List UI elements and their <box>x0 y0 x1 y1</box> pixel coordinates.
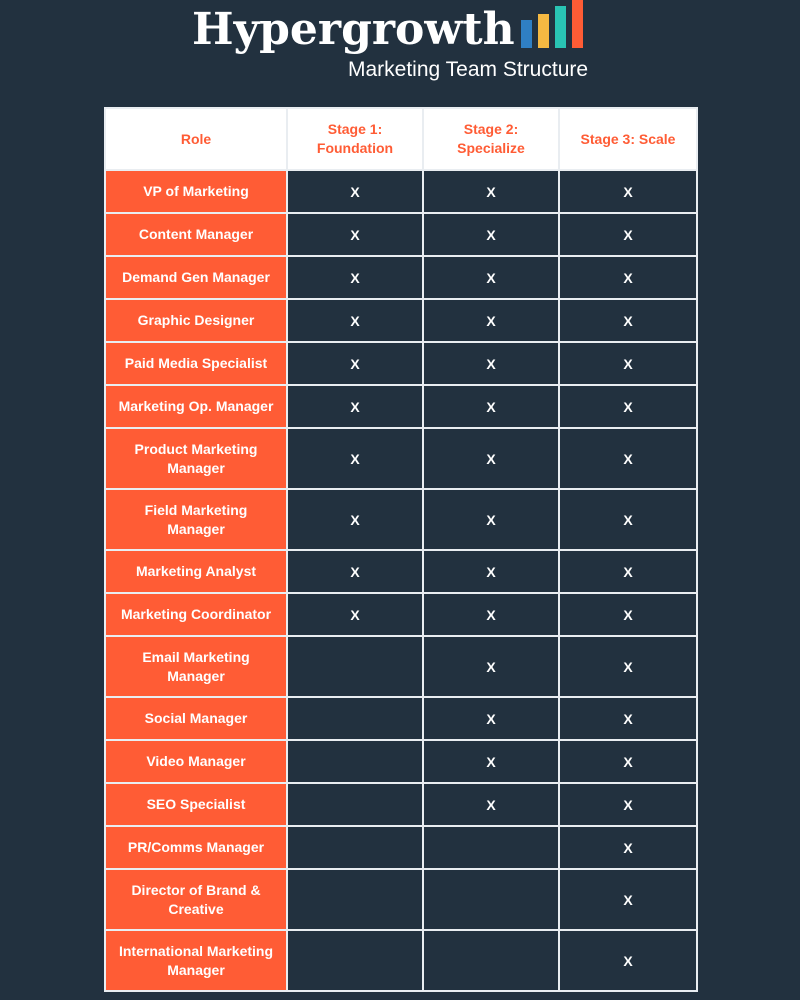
role-cell: PR/Comms Manager <box>105 826 287 869</box>
stage-2-cell <box>423 869 559 930</box>
stage-2-cell: X <box>423 697 559 740</box>
stage-2-cell: X <box>423 299 559 342</box>
role-cell: Graphic Designer <box>105 299 287 342</box>
role-cell: SEO Specialist <box>105 783 287 826</box>
stage-1-cell: X <box>287 385 423 428</box>
bar-chart-icon-bar-3 <box>555 6 566 48</box>
stage-1-cell <box>287 826 423 869</box>
table-row <box>105 170 697 213</box>
stage-3-cell: X <box>559 299 697 342</box>
page-subtitle: Marketing Team Structure <box>348 58 589 81</box>
stage-3-cell: X <box>559 869 697 930</box>
stage-1-cell: X <box>287 170 423 213</box>
brand-logo <box>192 4 591 56</box>
stage-3-cell: X <box>559 593 697 636</box>
stage-1-cell: X <box>287 342 423 385</box>
role-cell: VP of Marketing <box>105 170 287 213</box>
stage-3-cell: X <box>559 740 697 783</box>
role-cell: Director of Brand & Creative <box>105 869 287 930</box>
stage-1-cell: X <box>287 489 423 550</box>
stage-1-cell <box>287 636 423 697</box>
table-row <box>105 740 697 783</box>
stage-2-cell: X <box>423 385 559 428</box>
stage-2-cell: X <box>423 428 559 489</box>
stage-2-cell: X <box>423 783 559 826</box>
stage-2-cell: X <box>423 740 559 783</box>
table-row <box>105 213 697 256</box>
table-row <box>105 930 697 991</box>
table-header-row <box>105 108 697 170</box>
stage-2-cell <box>423 826 559 869</box>
stage-2-cell: X <box>423 489 559 550</box>
role-cell: Email Marketing Manager <box>105 636 287 697</box>
stage-3-cell: X <box>559 385 697 428</box>
stage-3-cell: X <box>559 256 697 299</box>
stage-1-cell: X <box>287 256 423 299</box>
role-cell: Video Manager <box>105 740 287 783</box>
stage-1-cell <box>287 930 423 991</box>
bar-chart-icon-bar-1 <box>521 20 532 48</box>
stage-2-cell: X <box>423 213 559 256</box>
table-row <box>105 869 697 930</box>
role-cell: Product Marketing Manager <box>105 428 287 489</box>
stage-3-cell: X <box>559 170 697 213</box>
table-row <box>105 299 697 342</box>
stage-3-cell: X <box>559 550 697 593</box>
bar-chart-icon <box>521 0 591 48</box>
stage-3-cell: X <box>559 826 697 869</box>
header <box>0 0 800 100</box>
role-cell: Marketing Coordinator <box>105 593 287 636</box>
stage-2-cell: X <box>423 170 559 213</box>
stage-1-cell: X <box>287 213 423 256</box>
table-row <box>105 697 697 740</box>
stage-1-cell <box>287 740 423 783</box>
stage-1-cell: X <box>287 299 423 342</box>
stage-1-cell <box>287 697 423 740</box>
column-header-stage-3: Stage 3: Scale <box>559 108 697 170</box>
table-row <box>105 636 697 697</box>
table-row <box>105 489 697 550</box>
bar-chart-icon-bar-4 <box>572 0 583 48</box>
role-cell: Paid Media Specialist <box>105 342 287 385</box>
table-row <box>105 428 697 489</box>
stage-2-cell: X <box>423 593 559 636</box>
column-header-role: Role <box>105 108 287 170</box>
stage-3-cell: X <box>559 930 697 991</box>
stage-3-cell: X <box>559 428 697 489</box>
team-structure-table <box>104 107 698 992</box>
role-cell: International Marketing Manager <box>105 930 287 991</box>
stage-1-cell <box>287 869 423 930</box>
stage-3-cell: X <box>559 489 697 550</box>
role-cell: Marketing Analyst <box>105 550 287 593</box>
team-structure-table-container <box>104 107 696 992</box>
role-cell: Field Marketing Manager <box>105 489 287 550</box>
table-body <box>105 170 697 991</box>
stage-2-cell: X <box>423 342 559 385</box>
role-cell: Marketing Op. Manager <box>105 385 287 428</box>
stage-3-cell: X <box>559 783 697 826</box>
role-cell: Demand Gen Manager <box>105 256 287 299</box>
table-row <box>105 550 697 593</box>
stage-3-cell: X <box>559 636 697 697</box>
table-row <box>105 826 697 869</box>
stage-1-cell <box>287 783 423 826</box>
stage-1-cell: X <box>287 550 423 593</box>
table-row <box>105 593 697 636</box>
stage-1-cell: X <box>287 593 423 636</box>
brand-name: Hypergrowth <box>192 4 515 55</box>
table-row <box>105 342 697 385</box>
column-header-stage-1: Stage 1: Foundation <box>287 108 423 170</box>
stage-2-cell: X <box>423 550 559 593</box>
stage-2-cell: X <box>423 636 559 697</box>
stage-3-cell: X <box>559 697 697 740</box>
table-header <box>105 108 697 170</box>
stage-3-cell: X <box>559 213 697 256</box>
role-cell: Social Manager <box>105 697 287 740</box>
table-row <box>105 385 697 428</box>
stage-1-cell: X <box>287 428 423 489</box>
stage-2-cell <box>423 930 559 991</box>
column-header-stage-2: Stage 2: Specialize <box>423 108 559 170</box>
table-row <box>105 783 697 826</box>
role-cell: Content Manager <box>105 213 287 256</box>
table-row <box>105 256 697 299</box>
bar-chart-icon-bar-2 <box>538 14 549 48</box>
stage-2-cell: X <box>423 256 559 299</box>
stage-3-cell: X <box>559 342 697 385</box>
